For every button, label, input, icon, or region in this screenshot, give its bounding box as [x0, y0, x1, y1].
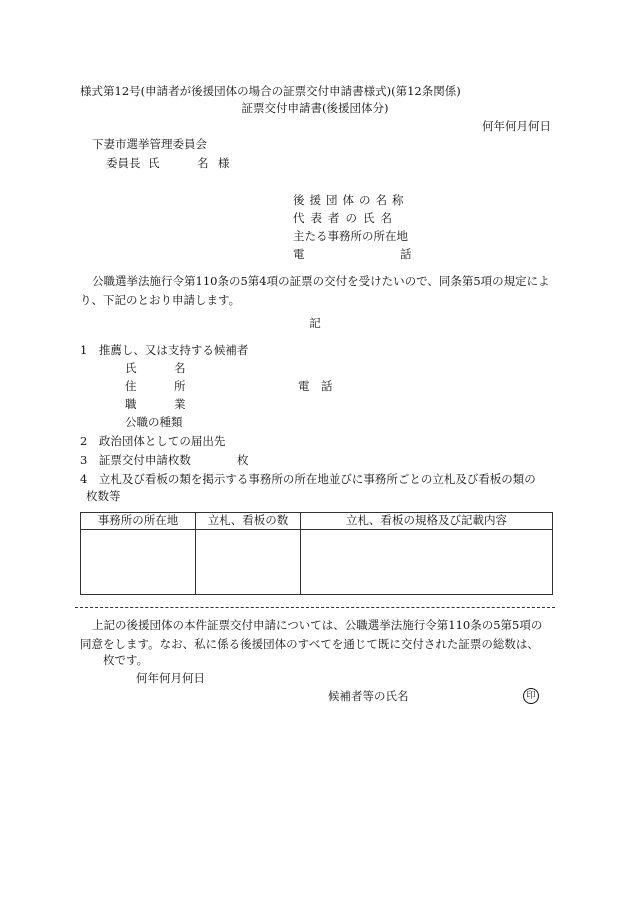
candidate-name-char-2: 名: [174, 361, 186, 375]
consent-date: 何年何月何日: [136, 671, 205, 685]
table-cell-signboard-count[interactable]: [196, 530, 301, 595]
candidate-occupation-char-1: 職: [125, 397, 137, 411]
addressee-committee: 下妻市選挙管理委員会: [92, 137, 207, 151]
candidate-office-type: 公職の種類: [125, 415, 183, 429]
item-4-label-line-2: 枚数等: [86, 489, 121, 503]
consent-count-unit: 枚です。: [103, 653, 149, 667]
chair-name-char-2: 名: [197, 156, 209, 170]
candidate-phone-label: 電 話: [298, 379, 333, 393]
chair-role: 委員長: [106, 156, 141, 170]
form-title: 証票交付申請書(後援団体分): [241, 101, 389, 115]
candidate-name-char-1: 氏: [125, 361, 137, 375]
table-cell-signboard-spec[interactable]: [301, 530, 553, 595]
table-row: [81, 530, 553, 595]
ki-heading: 記: [309, 316, 321, 330]
item-4-label-line-1: 4 立札及び看板の類を掲示する事務所の所在地並びに事務所ごとの立札及び看板の類の: [80, 472, 536, 486]
candidate-occupation-char-2: 業: [174, 397, 186, 411]
table-header-cell: 立札、看板の数: [196, 513, 301, 530]
applicant-phone-char-1: 電: [293, 247, 305, 261]
intro-paragraph: 公職選挙法施行令第110条の5第4項の証票の交付を受けたいので、同条第5項の規定により、下記のとおり申請します。: [80, 274, 550, 307]
form-style-number: 様式第12号(申請者が後援団体の場合の証票交付申請書様式)(第12条関係): [80, 84, 461, 98]
candidate-address-char-1: 住: [125, 379, 137, 393]
application-date: 何年何月何日: [482, 119, 551, 133]
table-cell-office-address[interactable]: [81, 530, 196, 595]
candidate-address-char-2: 所: [174, 379, 186, 393]
item-2-label: 2 政治団体としての届出先: [80, 434, 226, 448]
item-1-label: 1 推薦し、又は支持する候補者: [80, 343, 249, 357]
seal-mark: 印: [523, 688, 539, 704]
office-signboard-table: [80, 512, 553, 595]
applicant-phone-char-2: 話: [400, 247, 412, 261]
item-3-label: 3 証票交付申請枚数: [80, 453, 191, 467]
applicant-representative-label: 代表者の氏名: [293, 211, 398, 225]
chair-name-char-1: 氏: [148, 156, 160, 170]
candidate-name-label: 候補者等の氏名: [328, 689, 409, 703]
table-header-cell: 事務所の所在地: [81, 513, 196, 530]
applicant-office-address-label: 主たる事務所の所在地: [293, 229, 408, 243]
applicant-group-name-label: 後援団体の名称: [293, 193, 409, 207]
table-header-row: [81, 513, 553, 530]
consent-paragraph: 上記の後援団体の本件証票交付申請については、公職選挙法施行令第110条の5第5項の同意をします。なお、私に係る後援団体のすべてを通じて既に交付された証票の総数は、: [80, 618, 543, 651]
item-3-unit: 枚: [237, 453, 249, 467]
table-header-cell: 立札、看板の規格及び記載内容: [301, 513, 553, 530]
dashed-divider: [75, 607, 555, 608]
honorific: 様: [218, 156, 230, 170]
